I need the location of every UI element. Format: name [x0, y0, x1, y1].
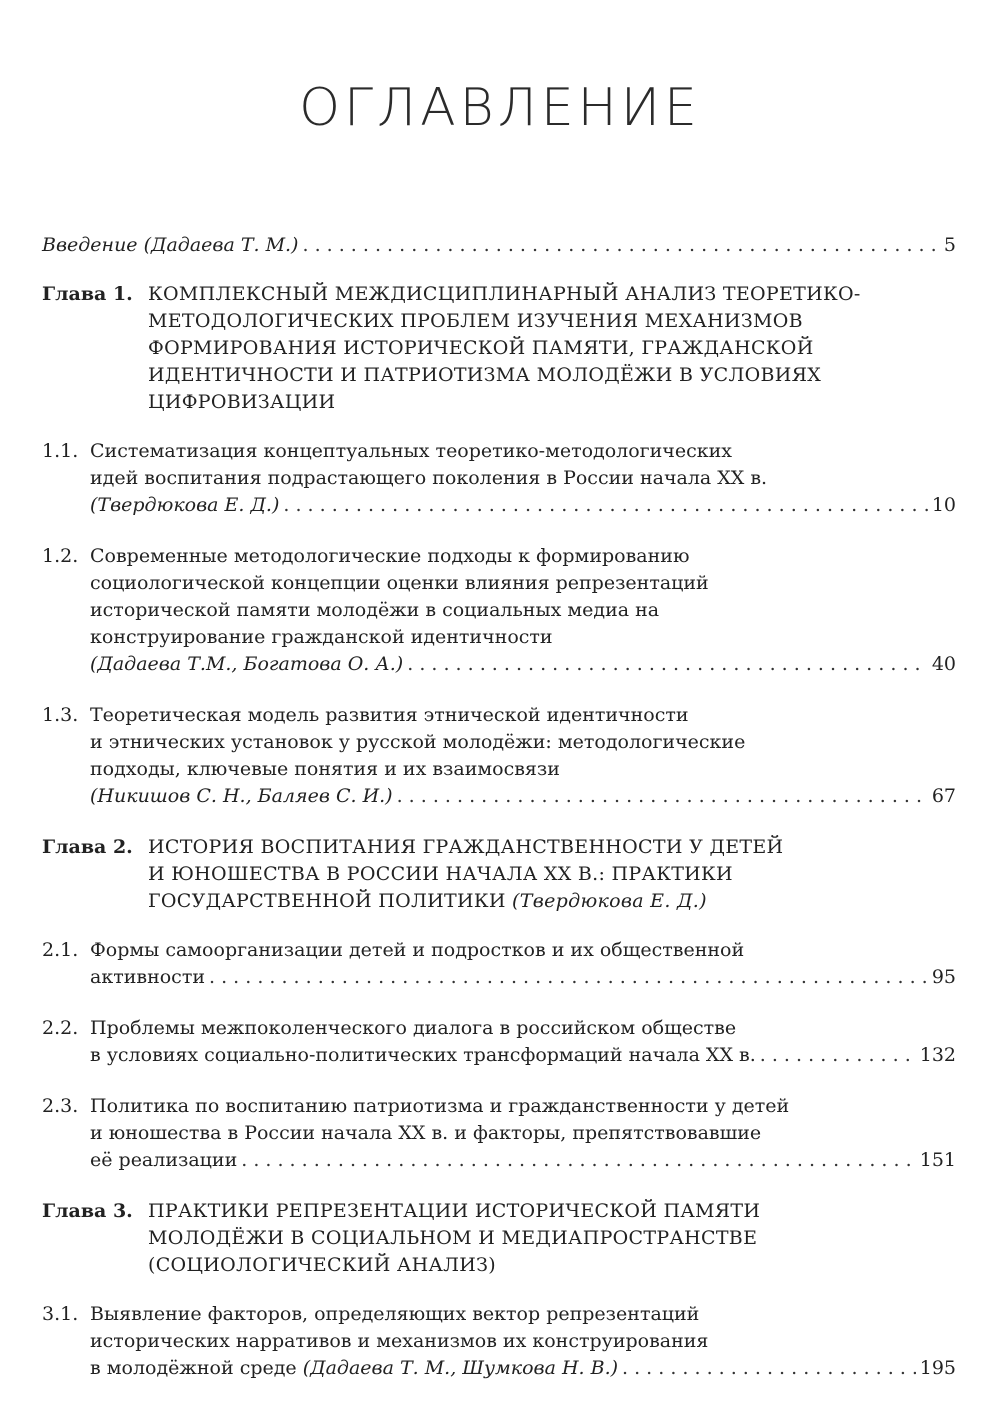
section-title-line: Систематизация концептуальных теоретико-методологических	[90, 440, 733, 462]
section-title-line: Выявление факторов, определяющих вектор репрезентаций	[90, 1303, 700, 1325]
dot-leader	[397, 783, 928, 810]
section-title-line: Политика по воспитанию патриотизма и гражданственности у детей	[90, 1095, 790, 1117]
entry-title: Введение (Дадаева Т. М.)	[42, 234, 299, 256]
dot-leader	[209, 964, 928, 991]
section-title-line: исторической памяти молодёжи в социальных медиа на	[90, 599, 660, 621]
chapter-label: Глава 1.	[42, 283, 133, 305]
section-author: (Никишов С. Н., Баляев С. И.)	[90, 785, 393, 807]
section-title-line: Теоретическая модель развития этнической идентичности	[90, 704, 689, 726]
chapter-title-line: И ЮНОШЕСТВА В РОССИИ НАЧАЛА XX В.: ПРАКТИКИ	[148, 863, 733, 885]
page-number: 5	[943, 234, 956, 256]
section-title-line: в условиях социально-политических трансформаций начала XX в.	[90, 1044, 756, 1066]
page-number: 132	[919, 1044, 956, 1066]
dot-leader	[407, 651, 928, 678]
section-title-line: и юношества в России начала XX в. и факторы, препятствовавшие	[90, 1122, 762, 1144]
toc-section-1-3[interactable]	[42, 702, 956, 810]
toc-section-1-1[interactable]	[42, 438, 956, 519]
section-title-line: конструирование гражданской идентичности	[90, 626, 553, 648]
section-title-line: Формы самоорганизации детей и подростков и их общественной	[90, 939, 745, 961]
section-author: (Дадаева Т. М., Шумкова Н. В.)	[302, 1357, 619, 1379]
toc-section-2-3[interactable]	[42, 1093, 956, 1174]
section-title-line	[90, 1355, 618, 1382]
section-number: 3.1.	[42, 1303, 79, 1325]
page-number: 151	[919, 1149, 956, 1171]
chapter-title-line-text: ГОСУДАРСТВЕННОЙ ПОЛИТИКИ	[148, 890, 506, 912]
chapter-title-line: ФОРМИРОВАНИЯ ИСТОРИЧЕСКОЙ ПАМЯТИ, ГРАЖДАНСКОЙ	[148, 337, 814, 359]
table-of-contents	[42, 232, 956, 1406]
section-title-line: подходы, ключевые понятия и их взаимосвязи	[90, 758, 560, 780]
page-title: ОГЛАВЛЕНИЕ	[299, 78, 701, 138]
section-title-line: социологической концепции оценки влияния репрезентаций	[90, 572, 709, 594]
dot-leader	[283, 492, 927, 519]
section-author: (Твердюкова Е. Д.)	[90, 494, 280, 516]
section-title-text: в молодёжной среде	[90, 1357, 297, 1379]
section-title-line: и этнических установок у русской молодёжи: методологические	[90, 731, 746, 753]
toc-chapter-1[interactable]	[42, 281, 956, 416]
chapter-title-line: ИСТОРИЯ ВОСПИТАНИЯ ГРАЖДАНСТВЕННОСТИ У ДЕТЕЙ	[148, 836, 784, 858]
section-number: 1.1.	[42, 440, 79, 462]
chapter-title-line	[148, 888, 956, 915]
toc-chapter-2[interactable]	[42, 834, 956, 915]
toc-section-2-2[interactable]	[42, 1015, 956, 1069]
chapter-title-line: (СОЦИОЛОГИЧЕСКИЙ АНАЛИЗ)	[148, 1254, 497, 1276]
section-number: 2.3.	[42, 1095, 79, 1117]
section-title-line: Современные методологические подходы к формированию	[90, 545, 690, 567]
chapter-title-line: МЕТОДОЛОГИЧЕСКИХ ПРОБЛЕМ ИЗУЧЕНИЯ МЕХАНИЗМОВ	[148, 310, 803, 332]
section-author: (Дадаева Т.М., Богатова О. А.)	[90, 653, 404, 675]
page-number: 67	[931, 785, 956, 807]
toc-section-2-1[interactable]	[42, 937, 956, 991]
chapter-title-line: ИДЕНТИЧНОСТИ И ПАТРИОТИЗМА МОЛОДЁЖИ В УСЛОВИЯХ	[148, 364, 822, 386]
section-number: 2.2.	[42, 1017, 79, 1039]
section-number: 1.2.	[42, 545, 79, 567]
chapter-title-line: КОМПЛЕКСНЫЙ МЕЖДИСЦИПЛИНАРНЫЙ АНАЛИЗ ТЕОРЕТИКО-	[148, 283, 861, 305]
chapter-label: Глава 2.	[42, 836, 133, 858]
page-number: 195	[919, 1357, 956, 1379]
section-title-line: идей воспитания подрастающего поколения в России начала XX в.	[90, 467, 768, 489]
dot-leader	[241, 1147, 916, 1174]
toc-section-3-1[interactable]	[42, 1301, 956, 1382]
page-number: 95	[931, 966, 956, 988]
chapter-title-line: ПРАКТИКИ РЕПРЕЗЕНТАЦИИ ИСТОРИЧЕСКОЙ ПАМЯТИ	[148, 1200, 761, 1222]
page-number: 40	[931, 653, 956, 675]
chapter-author: (Твердюкова Е. Д.)	[512, 890, 707, 912]
page-number: 10	[931, 494, 956, 516]
toc-section-1-2[interactable]	[42, 543, 956, 678]
section-title-line: её реализации	[90, 1149, 238, 1171]
dot-leader	[760, 1042, 916, 1069]
dot-leader	[622, 1355, 916, 1382]
chapter-title-line: МОЛОДЁЖИ В СОЦИАЛЬНОМ И МЕДИАПРОСТРАНСТВЕ	[148, 1227, 758, 1249]
section-number: 2.1.	[42, 939, 79, 961]
section-title-line: активности	[90, 966, 205, 988]
toc-chapter-3[interactable]	[42, 1198, 956, 1279]
dot-leader	[302, 232, 939, 259]
chapter-label: Глава 3.	[42, 1200, 133, 1222]
toc-entry-intro[interactable]	[42, 232, 956, 259]
section-title-line: Проблемы межпоколенческого диалога в российском обществе	[90, 1017, 737, 1039]
section-number: 1.3.	[42, 704, 79, 726]
section-title-line: исторических нарративов и механизмов их конструирования	[90, 1330, 709, 1352]
chapter-title-line: ЦИФРОВИЗАЦИИ	[148, 391, 336, 413]
